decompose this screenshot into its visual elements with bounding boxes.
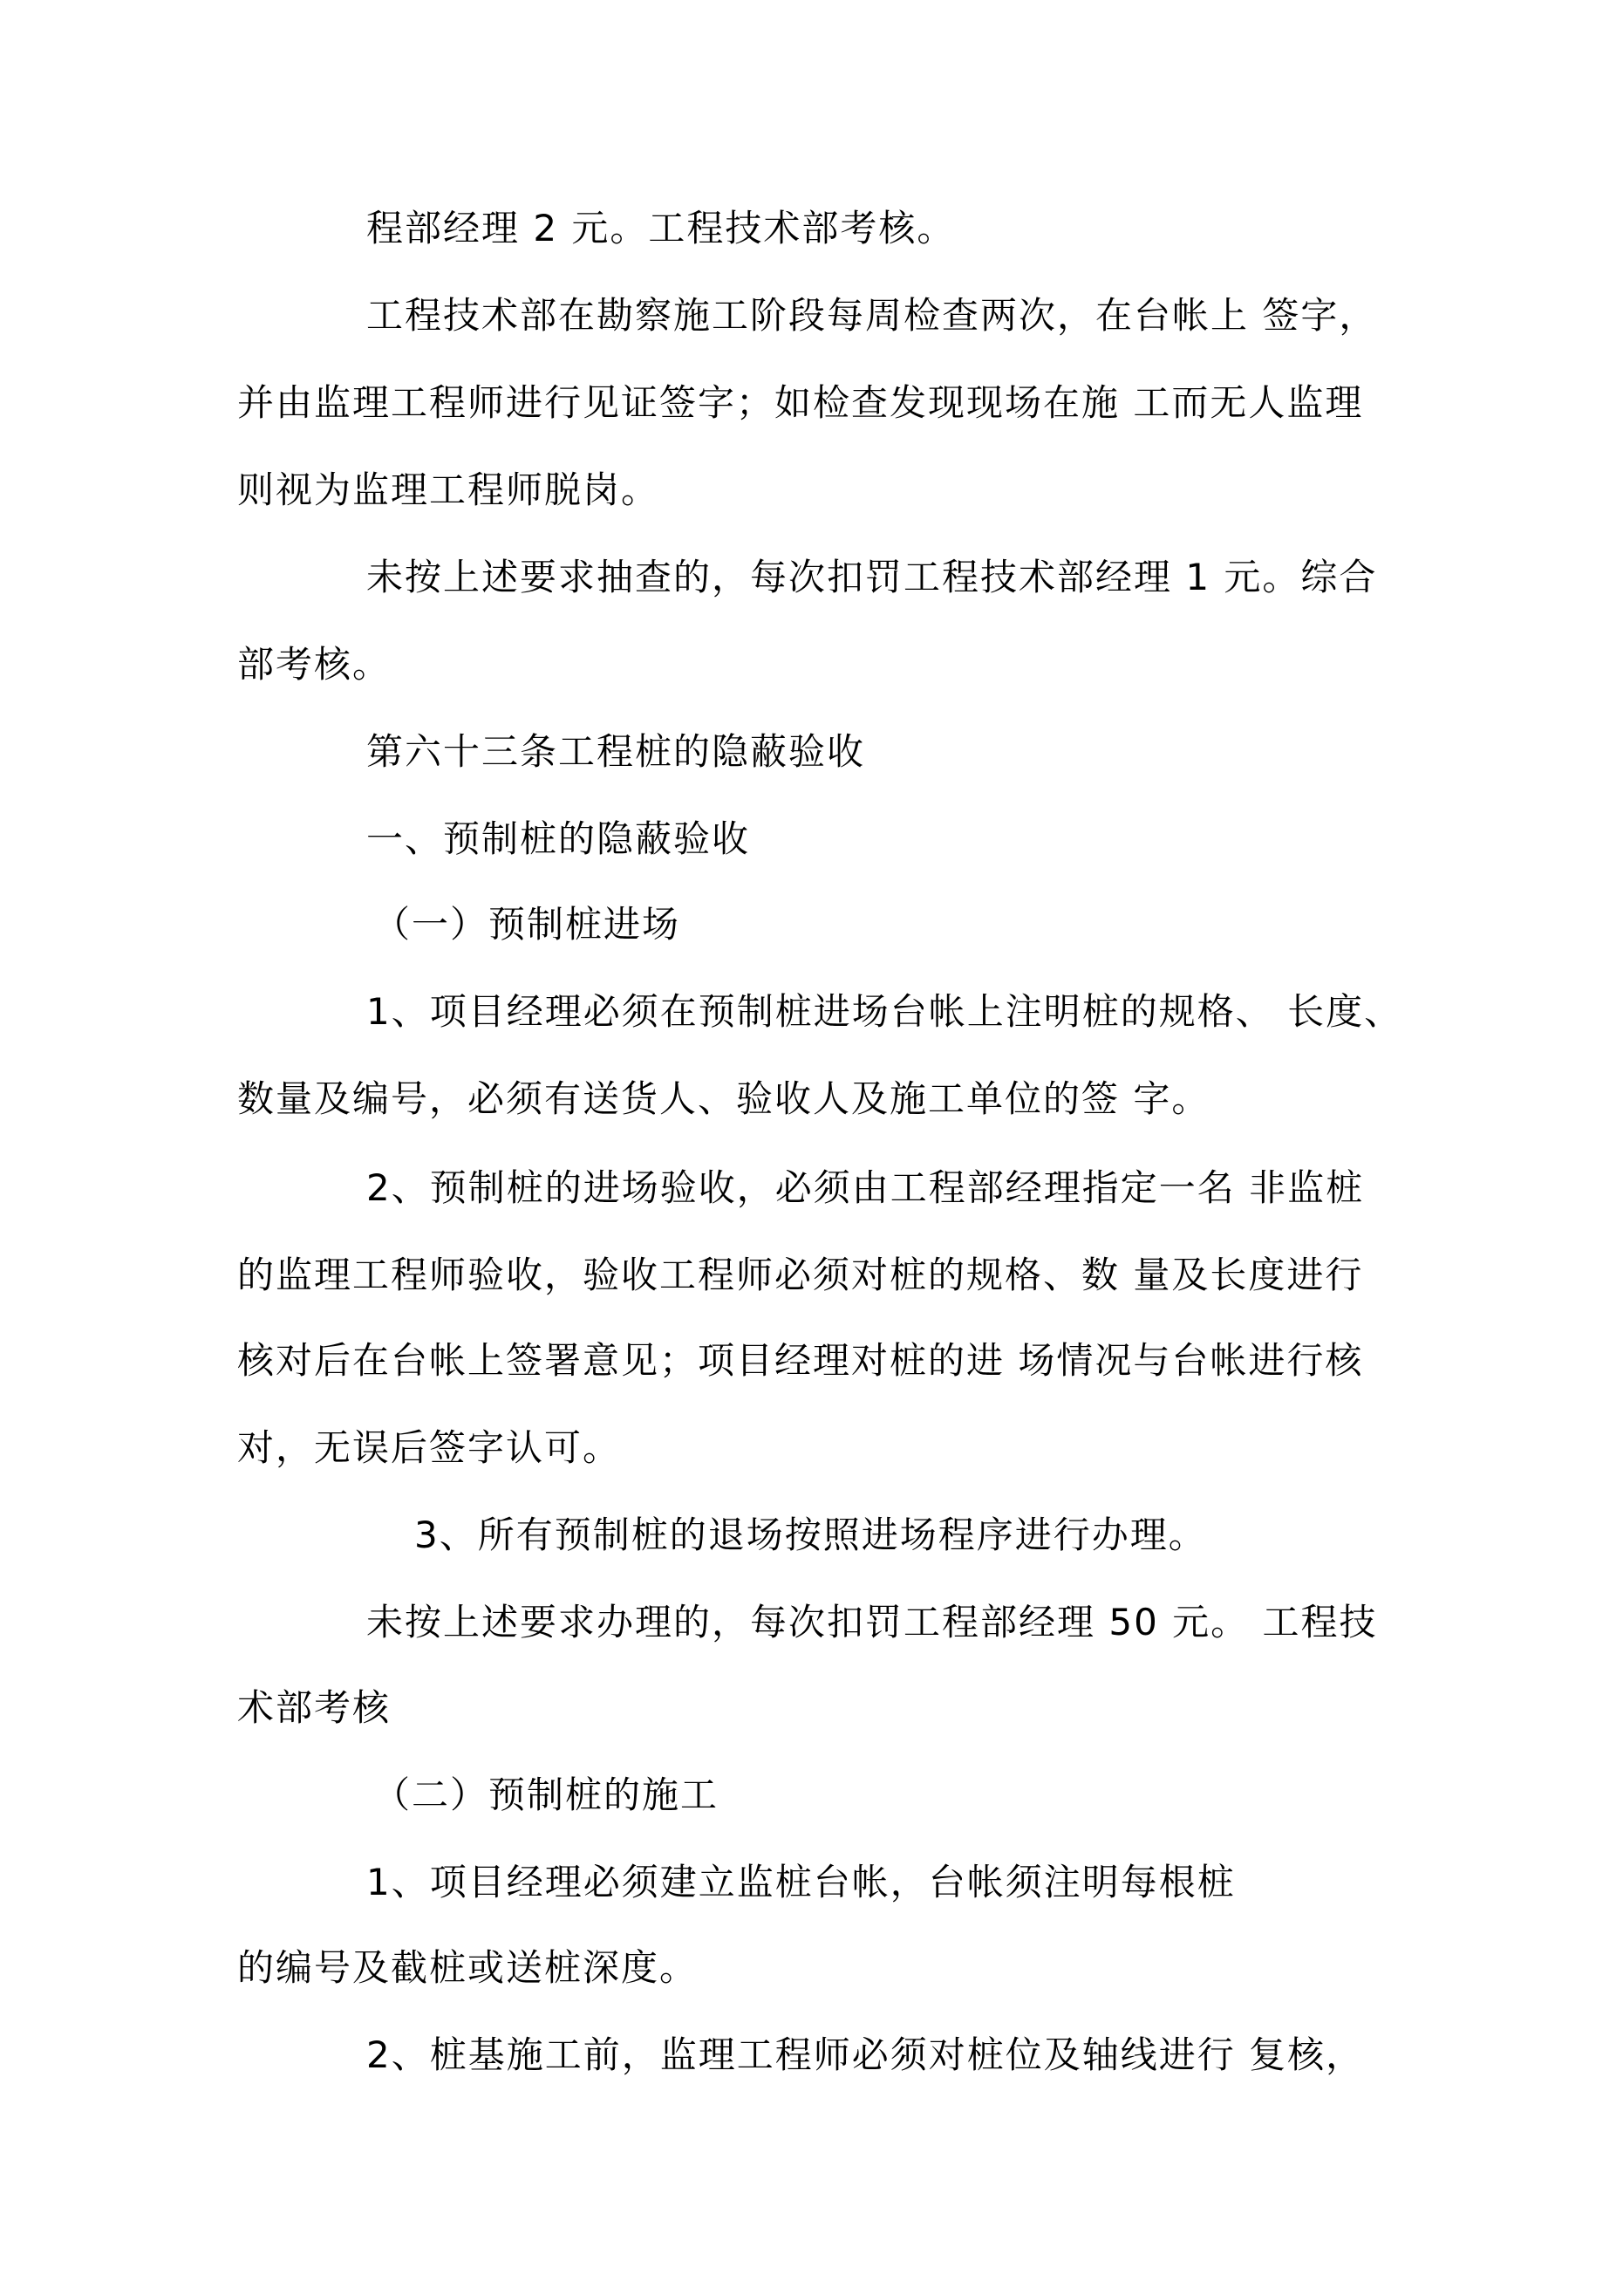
section-heading: 第六十三条工程桩的隐蔽验收 bbox=[366, 730, 866, 773]
text-line: 则视为监理工程师脱岗。 bbox=[237, 468, 660, 511]
subsection-heading: （二）预制桩的施工 bbox=[373, 1773, 719, 1816]
subsection-heading: 一、预制桩的隐蔽验收 bbox=[366, 817, 751, 860]
text-line: 并由监理工程师进行见证签字；如检查发现现场在施 工而无人监理 bbox=[237, 381, 1364, 424]
text-line: 的监理工程师验收，验收工程师必须对桩的规格、数 量及长度进行 bbox=[237, 1254, 1364, 1296]
text-line: 2、桩基施工前，监理工程师必须对桩位及轴线进行 复核， bbox=[366, 2033, 1365, 2076]
text-line: 1、项目经理必须在预制桩进场台帐上注明桩的规格、 长度、 bbox=[366, 990, 1403, 1033]
subsection-heading: （一）预制桩进场 bbox=[373, 903, 681, 946]
text-line: 2、预制桩的进场验收，必须由工程部经理指定一名 非监桩 bbox=[366, 1166, 1365, 1209]
text-line: 数量及编号，必须有送货人、验收人及施工单位的签 字。 bbox=[237, 1077, 1210, 1120]
text-line: 1、项目经理必须建立监桩台帐，台帐须注明每根桩 bbox=[366, 1861, 1236, 1903]
text-line: 对，无误后签字认可。 bbox=[237, 1426, 622, 1469]
text-line: 3、所有预制桩的退场按照进场程序进行办理。 bbox=[414, 1514, 1207, 1556]
text-line: 未按上述要求办理的，每次扣罚工程部经理 50 元。 工程技 bbox=[366, 1601, 1378, 1643]
text-line: 的编号及截桩或送桩深度。 bbox=[237, 1946, 699, 1989]
text-line: 未按上述要求抽查的，每次扣罚工程技术部经理 1 元。综合 bbox=[366, 556, 1378, 598]
text-line: 核对后在台帐上签署意见；项目经理对桩的进 场情况与台帐进行核 bbox=[237, 1339, 1364, 1382]
text-line: 工程技术部在勘察施工阶段每周检查两次，在台帐上 签字， bbox=[366, 294, 1378, 337]
text-line: 术部考核 bbox=[237, 1686, 392, 1729]
text-line: 程部经理 2 元。工程技术部考核。 bbox=[366, 207, 956, 249]
text-line: 部考核。 bbox=[237, 643, 392, 686]
